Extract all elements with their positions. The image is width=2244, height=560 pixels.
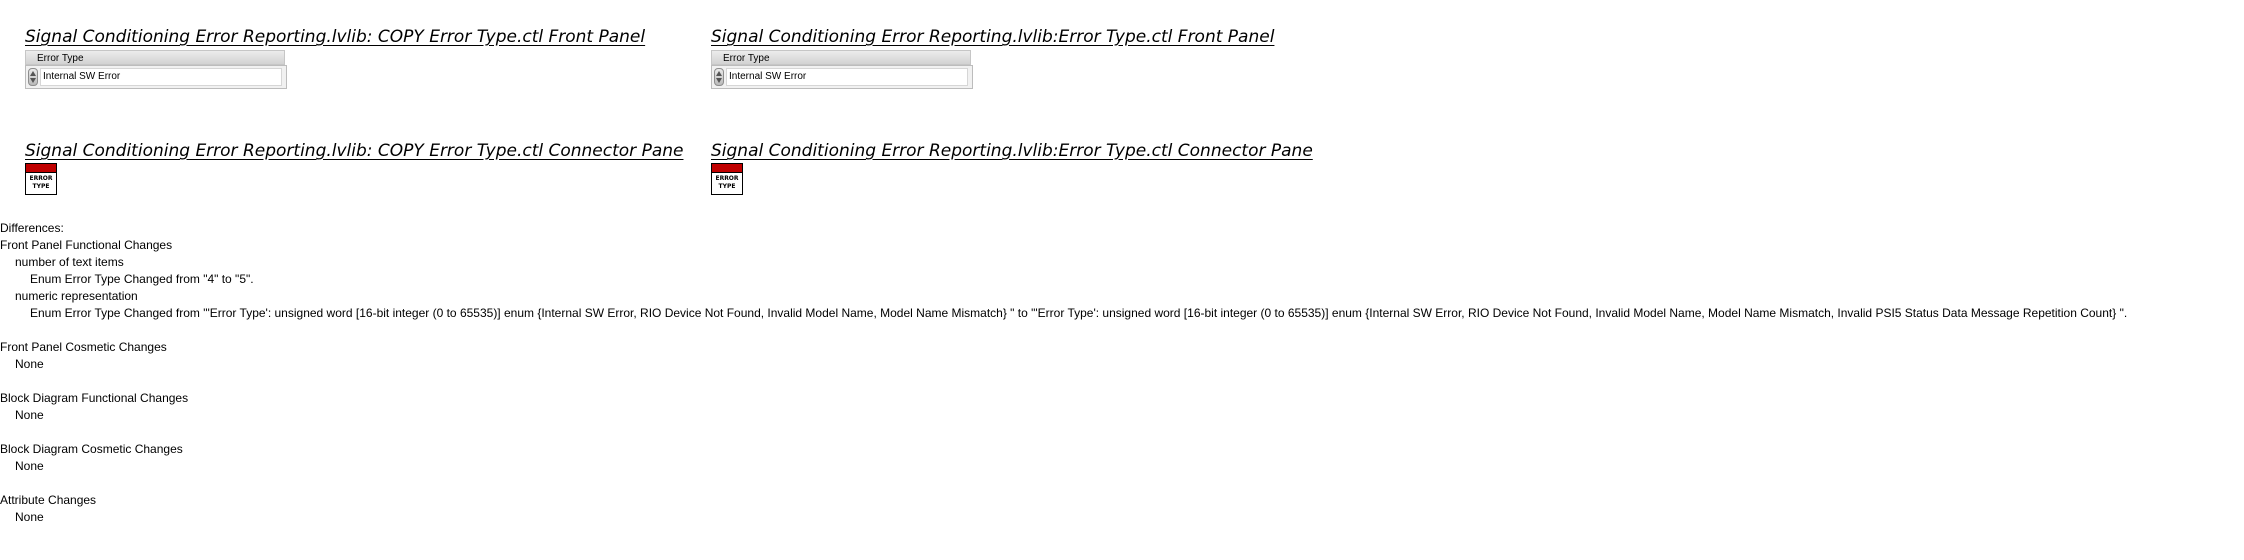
differences-report: [0, 220, 2127, 526]
bd-cosmetic-value: None: [15, 459, 44, 473]
increment-decrement-arrows-icon[interactable]: [28, 68, 38, 86]
attribute-changes-title: Attribute Changes: [0, 493, 97, 507]
right-enum-label: Error Type: [711, 50, 971, 65]
bd-cosmetic-title: Block Diagram Cosmetic Changes: [0, 442, 183, 456]
right-connector-pane-title: Signal Conditioning Error Reporting.lvlib:Error Type.ctl Connector Pane: [711, 141, 1313, 161]
fp-functional-item2-label: numeric representation: [15, 289, 138, 303]
fp-functional-item1-label: number of text items: [15, 255, 124, 269]
fp-functional-item1-detail: Enum Error Type Changed from "4" to "5".: [30, 272, 254, 286]
icon-header-band: [712, 164, 742, 173]
icon-text-type: TYPE: [718, 183, 736, 190]
left-enum-value[interactable]: Internal SW Error: [40, 68, 282, 86]
right-error-type-enum[interactable]: [711, 50, 973, 90]
attribute-changes-value: None: [15, 510, 44, 524]
left-connector-pane-icon: [25, 163, 57, 195]
left-error-type-enum[interactable]: [25, 50, 287, 90]
bd-functional-value: None: [15, 408, 44, 422]
icon-header-band: [26, 164, 56, 173]
right-connector-pane-icon: [711, 163, 743, 195]
icon-text-error: ERROR: [715, 175, 739, 182]
right-enum-body[interactable]: [711, 65, 973, 89]
icon-text-error: ERROR: [29, 175, 53, 182]
increment-decrement-arrows-icon[interactable]: [714, 68, 724, 86]
bd-functional-title: Block Diagram Functional Changes: [0, 391, 189, 405]
right-front-panel-title: Signal Conditioning Error Reporting.lvlib:Error Type.ctl Front Panel: [711, 27, 1275, 47]
left-connector-pane-title: Signal Conditioning Error Reporting.lvlib: COPY Error Type.ctl Connector Pane: [25, 141, 684, 161]
left-enum-label: Error Type: [25, 50, 285, 65]
differences-header: Differences:: [0, 221, 64, 235]
fp-functional-title: Front Panel Functional Changes: [0, 238, 173, 252]
fp-functional-item2-detail: Enum Error Type Changed from "'Error Type': unsigned word [16-bit integer (0 to 65535)] enum {Internal SW Error, RIO Device Not Found, Invalid Model Name, Model Name Mismatch} " to "'Error Type': unsigned word [16-bit integer (0 to 65535)] enum {Internal SW Error, RIO Device Not Found, Invalid Model Name, Model Name Mismatch, Invalid PSI5 Status Data Message Repetition Count} ".: [30, 306, 2128, 320]
icon-text-type: TYPE: [32, 183, 50, 190]
fp-cosmetic-value: None: [15, 357, 44, 371]
left-enum-body[interactable]: [25, 65, 287, 89]
left-front-panel-title: Signal Conditioning Error Reporting.lvlib: COPY Error Type.ctl Front Panel: [25, 27, 646, 47]
right-enum-value[interactable]: Internal SW Error: [726, 68, 968, 86]
fp-cosmetic-title: Front Panel Cosmetic Changes: [0, 340, 167, 354]
